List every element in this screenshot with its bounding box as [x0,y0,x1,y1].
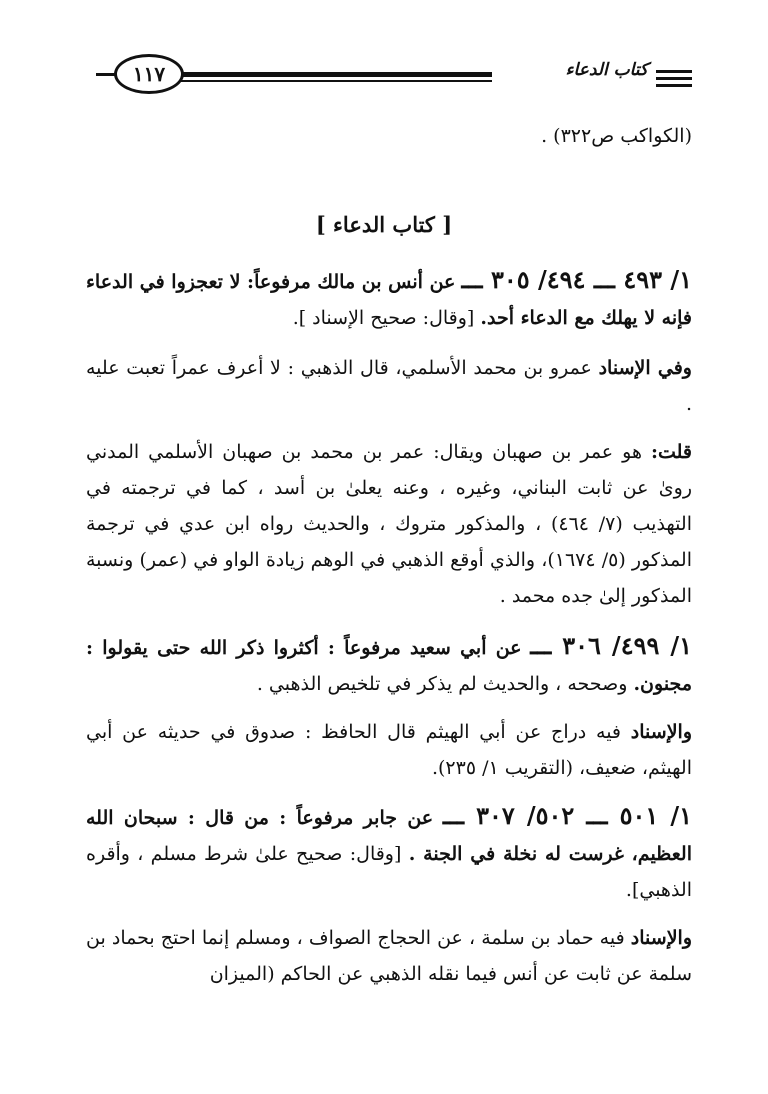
note-text: هو عمر بن صهبان ويقال: عمر بن محمد بن صهبان الأسلمي المدني روىٰ عن ثابت البناني، وغيره ، وعنه يعلىٰ بن أسد ، كما في ترجمته في التهذيب (٧/ ٤٦٤) ، والمذكور متروك ، والحديث رواه ابن عدي في ترجمة المذكور (٥/ ١٦٧٤)، والذي أوقع الذهبي في الوهم زيادة الواو في (عمر) ونسبة المذكور إلىٰ جده محمد . [86,441,692,607]
note-text: فيه دراج عن أبي الهيثم قال الحافظ : صدوق في حديثه عن أبي الهيثم، ضعيف، (التقريب ١/ ٢٣٥). [86,721,692,779]
entry-number: ١/ ٤٩٩/ ٣٠٦ ـــ [530,631,692,660]
book-title: كتاب الدعاء [565,60,648,80]
entry-3 [86,798,692,908]
ruling-text: [وقال: صحيح علىٰ شرط مسلم ، وأقره الذهبي]. [86,843,692,901]
entry-number: ١/ ٥٠١ ـــ ٥٠٢/ ٣٠٧ ـــ [442,801,692,830]
hadith-text: عن أبي سعيد مرفوعاً : أكثروا ذكر الله حتى يقولوا : مجنون. [86,637,692,695]
note-paragraph [86,920,692,992]
note-text: فيه حماد بن سلمة ، عن الحجاج الصواف ، ومسلم إنما احتج بحماد بن سلمة عن ثابت عن أنس فيما نقله الذهبي عن الحاكم (الميزان [86,927,692,985]
hadith-text: عن أنس بن مالك مرفوعاً: لا تعجزوا في الدعاء فإنه لا يهلك مع الدعاء أحد. [86,271,692,329]
note-text: عمرو بن محمد الأسلمي، قال الذهبي : لا أعرف عمراً تعبت عليه . [86,357,692,415]
header-rule [172,72,492,82]
page-number: ١١٧ [132,62,166,86]
ruling-text: [وقال: صحيح الإسناد ]. [292,307,475,329]
page-number-badge [114,54,184,94]
entry-1 [86,262,692,336]
intro-line: (الكواكب ص٣٢٢) . [541,125,692,147]
section-title: [ كتاب الدعاء ] [315,212,453,237]
ruling-text: وصححه ، والحديث لم يذكر في تلخيص الذهبي . [256,673,628,695]
entry-2 [86,628,692,702]
page-header [96,54,692,100]
note-paragraph [86,350,692,422]
header-ornament-bars [656,70,692,91]
note-lead: قلت: [650,441,692,463]
entry-number: ١/ ٤٩٣ ـــ ٤٩٤/ ٣٠٥ ـــ [461,265,693,294]
note-lead: والإسناد [630,721,692,743]
note-lead: وفي الإسناد [598,357,692,379]
note-paragraph [86,434,692,614]
hadith-text: عن جابر مرفوعاً : من قال : سبحان الله العظيم، غرست له نخلة في الجنة . [86,807,693,865]
note-paragraph [86,714,692,786]
note-lead: والإسناد [630,927,692,949]
